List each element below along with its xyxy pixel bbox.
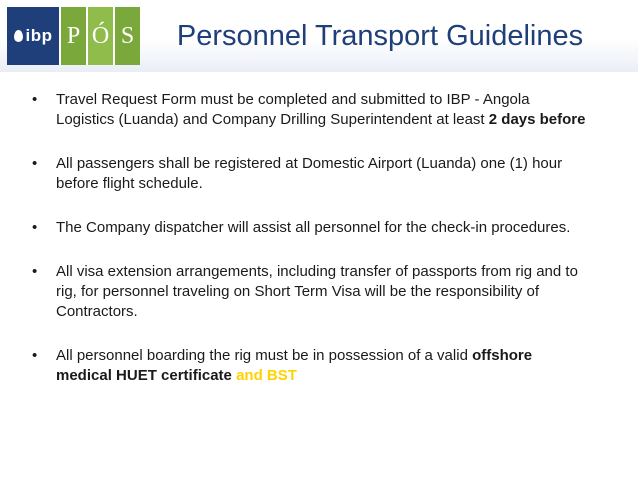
bullet-highlight-text: and BST — [231, 367, 297, 384]
bullet-item — [32, 90, 592, 130]
logo-letter-s: S — [113, 7, 140, 65]
logo-letter-p: P — [59, 7, 86, 65]
bullet-marker: • — [32, 263, 38, 280]
logo-letter-o: Ó — [86, 7, 113, 65]
bullet-text: All personnel boarding the rig must be in possession of a valid — [56, 347, 473, 364]
bullet-text: The Company dispatcher will assist all personnel for the check-in procedures. — [56, 219, 571, 236]
bullet-text: Travel Request Form must be completed and submitted to IBP - Angola Logistics (Luanda) and Company Drilling Superintendent at least — [56, 91, 530, 128]
bullet-bold-text: 2 days before — [488, 111, 586, 128]
logo-ibp-text: ibp — [25, 26, 53, 45]
bullet-bold-text: offshore medical HUET certificate — [56, 347, 533, 384]
bullet-marker: • — [32, 219, 38, 236]
bullet-item — [32, 262, 592, 322]
bullet-marker: • — [32, 91, 38, 108]
bullet-text: All passengers shall be registered at Domestic Airport (Luanda) one (1) hour before flight schedule. — [56, 155, 563, 192]
slide-header — [0, 0, 638, 72]
bullet-marker: • — [32, 347, 38, 364]
drop-icon — [14, 30, 23, 42]
bullet-list — [32, 90, 592, 386]
bullet-item — [32, 346, 592, 386]
slide-title: Personnel Transport Guidelines — [176, 20, 584, 52]
ibp-pos-logo — [7, 7, 140, 65]
slide-content — [32, 90, 592, 410]
bullet-item — [32, 154, 592, 194]
bullet-item — [32, 218, 592, 238]
bullet-marker: • — [32, 155, 38, 172]
logo-ibp-block — [7, 7, 59, 65]
bullet-text: All visa extension arrangements, including transfer of passports from rig and to rig, for personnel traveling on Short Term Visa will be the responsibility of Contractors. — [56, 263, 578, 320]
